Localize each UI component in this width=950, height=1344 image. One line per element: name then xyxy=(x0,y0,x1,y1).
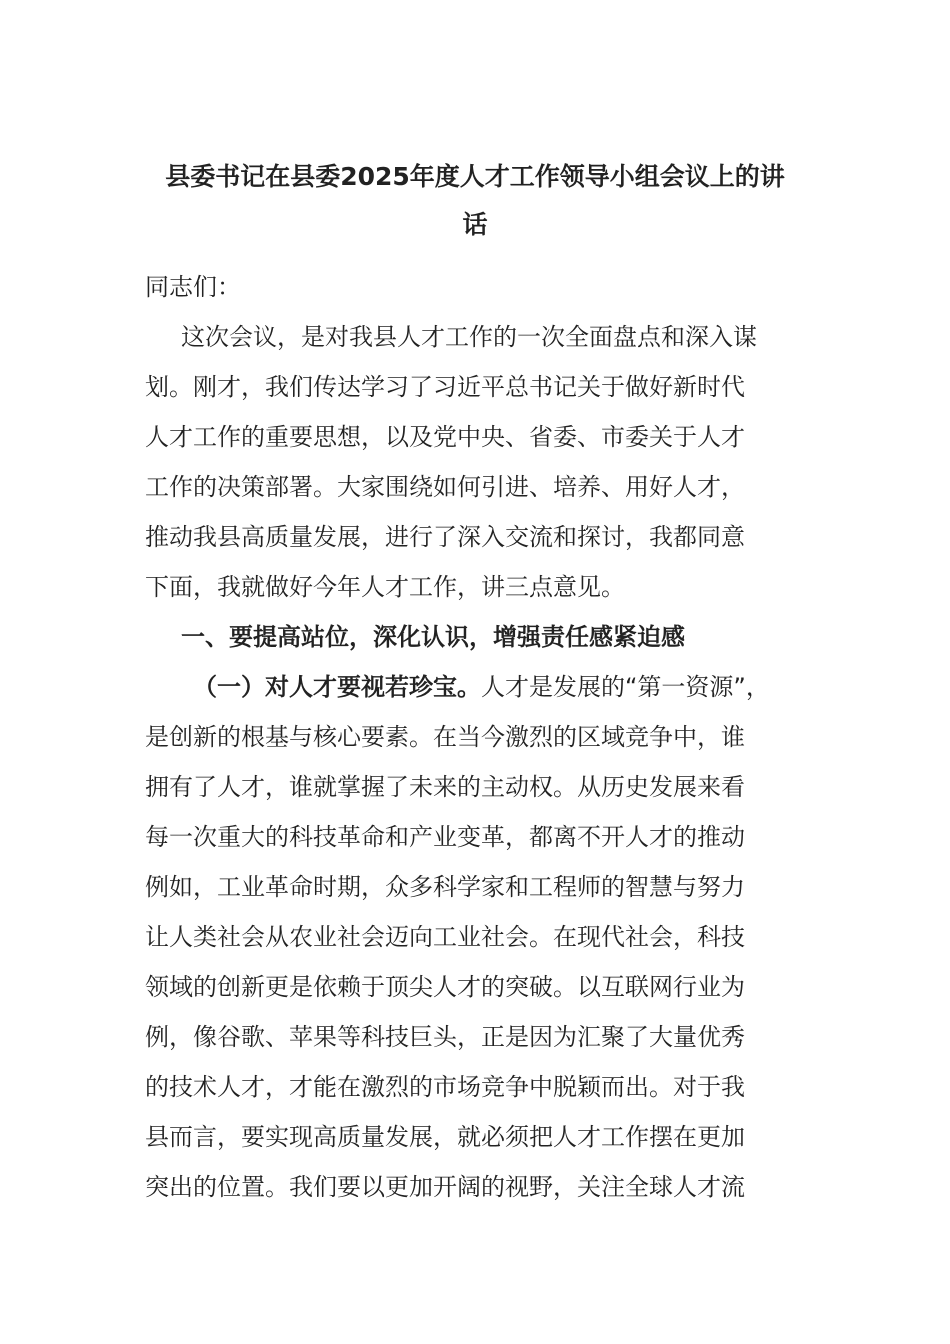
paragraph-line: 下面，我就做好今年人才工作，讲三点意见。 xyxy=(145,573,625,601)
body-line: 的技术人才，才能在激烈的市场竞争中脱颖而出。对于我 xyxy=(145,1073,745,1101)
body-line: 领域的创新更是依赖于顶尖人才的突破。以互联网行业为 xyxy=(145,973,745,1001)
salutation: 同志们： xyxy=(145,273,241,301)
paragraph-line: 推动我县高质量发展，进行了深入交流和探讨，我都同意 xyxy=(145,523,745,551)
document-title xyxy=(145,153,805,249)
body-line: 例，像谷歌、苹果等科技巨头，正是因为汇聚了大量优秀 xyxy=(145,1023,745,1051)
subsection-heading: （一）对人才要视若珍宝。 xyxy=(193,673,481,701)
body-line: 是创新的根基与核心要素。在当今激烈的区域竞争中，谁 xyxy=(145,723,745,751)
body-line: 突出的位置。我们要以更加开阔的视野，关注全球人才流 xyxy=(145,1173,745,1201)
document-body xyxy=(145,262,805,1212)
paragraph-line: 工作的决策部署。大家围绕如何引进、培养、用好人才， xyxy=(145,473,745,501)
body-line: 例如，工业革命时期，众多科学家和工程师的智慧与努力 xyxy=(145,873,745,901)
subsection-line xyxy=(145,662,805,712)
paragraph-line: 人才工作的重要思想，以及党中央、省委、市委关于人才 xyxy=(145,423,745,451)
paragraph-line: 划。刚才，我们传达学习了习近平总书记关于做好新时代 xyxy=(145,373,745,401)
body-line: 拥有了人才，谁就掌握了未来的主动权。从历史发展来看 xyxy=(145,773,745,801)
body-line: 让人类社会从农业社会迈向工业社会。在现代社会，科技 xyxy=(145,923,745,951)
body-line: 每一次重大的科技革命和产业变革，都离不开人才的推动 xyxy=(145,823,745,851)
body-line: 县而言，要实现高质量发展，就必须把人才工作摆在更加 xyxy=(145,1123,745,1151)
paragraph-line: 这次会议，是对我县人才工作的一次全面盘点和深入谋 xyxy=(181,323,757,351)
title-line-1: 县委书记在县委2025年度人才工作领导小组会议上的讲 xyxy=(165,162,785,191)
title-line-2: 话 xyxy=(462,210,488,239)
subsection-text: 人才是发展的“第一资源”， xyxy=(481,673,770,701)
section-heading: 一、要提高站位，深化认识，增强责任感紧迫感 xyxy=(181,623,685,651)
